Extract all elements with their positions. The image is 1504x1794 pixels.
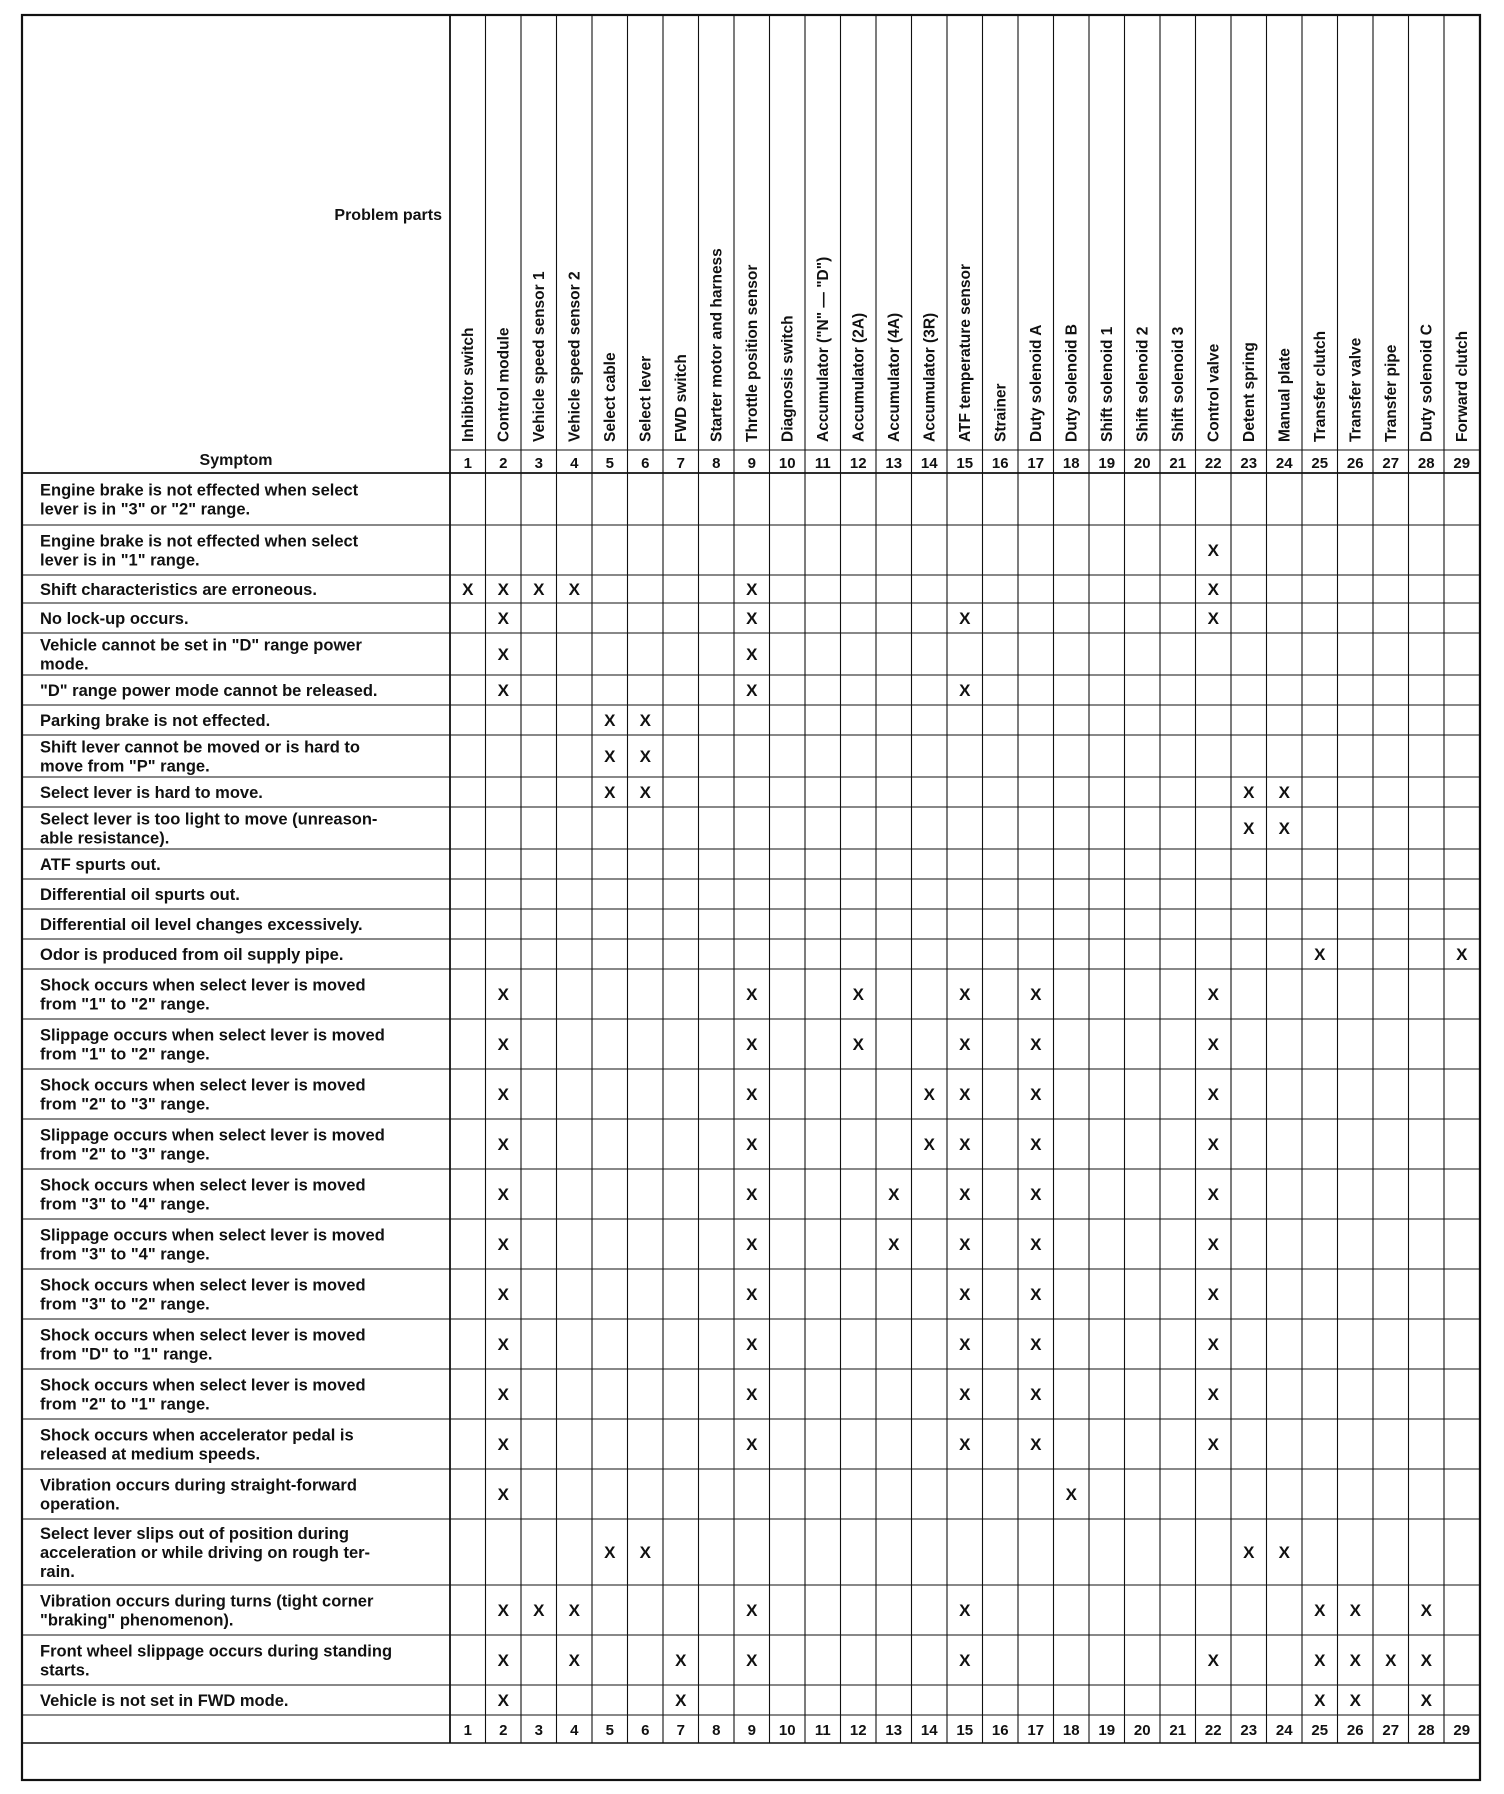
part-header: Accumulator (3R) [921, 312, 939, 442]
symptom-text: from "2" to "3" range. [40, 1095, 210, 1114]
column-number: 20 [1133, 455, 1151, 472]
x-mark: X [1030, 1285, 1042, 1304]
symptom-text: Differential oil spurts out. [40, 886, 240, 904]
part-header: Vehicle speed sensor 1 [530, 271, 548, 442]
part-header: Select lever [637, 355, 655, 442]
column-number: 27 [1382, 455, 1400, 472]
symptom-text: Select lever is hard to move. [40, 784, 263, 802]
x-mark: X [959, 1235, 971, 1254]
symptom-text: Shock occurs when select lever is moved [40, 1176, 366, 1195]
table-row [40, 482, 359, 519]
x-mark: X [1420, 1651, 1432, 1670]
x-mark: X [675, 1691, 687, 1710]
x-mark: X [1207, 1285, 1219, 1304]
table-row [40, 711, 652, 730]
x-mark: X [1278, 783, 1290, 802]
x-mark: X [1030, 1185, 1042, 1204]
column-number: 3 [534, 455, 543, 472]
part-header: Duty solenoid A [1027, 324, 1045, 442]
x-mark: X [497, 1601, 509, 1620]
x-mark: X [497, 1235, 509, 1254]
x-mark: X [852, 1035, 864, 1054]
column-number: 18 [1062, 1722, 1080, 1739]
x-mark: X [1030, 1035, 1042, 1054]
column-numbers-bottom [464, 1722, 1471, 1739]
column-number: 7 [676, 455, 685, 472]
table-row [40, 811, 1291, 848]
table-row [40, 1691, 1433, 1710]
x-mark: X [746, 1601, 758, 1620]
table-row [40, 580, 1220, 599]
x-mark: X [746, 1385, 758, 1404]
column-number: 2 [499, 1722, 508, 1739]
table-row [40, 637, 758, 674]
part-header: Transfer pipe [1382, 344, 1400, 442]
x-mark: X [1314, 1691, 1326, 1710]
x-mark: X [888, 1235, 900, 1254]
part-header: Select cable [601, 352, 619, 442]
symptom-text: Shift characteristics are erroneous. [40, 581, 317, 599]
table-row [40, 1027, 1220, 1064]
column-number: 6 [641, 455, 650, 472]
column-number: 5 [605, 1722, 614, 1739]
x-mark: X [1278, 1543, 1290, 1562]
symptom-text: Vehicle cannot be set in "D" range power [40, 636, 362, 655]
part-header: Manual plate [1276, 348, 1294, 442]
part-header: FWD switch [672, 354, 690, 442]
x-mark: X [1420, 1601, 1432, 1620]
column-number: 1 [463, 1722, 472, 1739]
symptom-text: lever is in "1" range. [40, 551, 200, 570]
column-number: 29 [1453, 1722, 1471, 1739]
symptom-text: Differential oil level changes excessively. [40, 916, 363, 934]
table-row [40, 977, 1220, 1014]
column-number: 23 [1240, 1722, 1258, 1739]
column-number: 12 [849, 455, 867, 472]
column-number: 19 [1098, 455, 1116, 472]
x-mark: X [1030, 1435, 1042, 1454]
symptom-text: acceleration or while driving on rough ter- [40, 1544, 371, 1562]
column-number: 14 [920, 1722, 938, 1739]
symptom-text: "D" range power mode cannot be released. [40, 682, 378, 700]
table-row [40, 1177, 1220, 1214]
x-mark: X [639, 747, 651, 766]
x-mark: X [923, 1085, 935, 1104]
symptom-text: "braking" phenomenon). [40, 1611, 234, 1630]
table-row [40, 1525, 1291, 1581]
x-mark: X [1065, 1485, 1077, 1504]
x-mark: X [1207, 609, 1219, 628]
x-mark: X [852, 985, 864, 1004]
column-number: 3 [534, 1722, 543, 1739]
x-mark: X [1207, 1135, 1219, 1154]
x-mark: X [1207, 1085, 1219, 1104]
x-mark: X [604, 747, 616, 766]
symptom-text: from "D" to "1" range. [40, 1345, 213, 1364]
part-header: Duty solenoid B [1063, 324, 1081, 442]
symptom-text: ATF spurts out. [40, 856, 161, 874]
column-number: 1 [463, 455, 472, 472]
part-header: Transfer valve [1347, 337, 1365, 442]
symptom-text: Select lever is too light to move (unreason- [40, 810, 378, 829]
problem-parts-label: Problem parts [334, 207, 442, 224]
part-header: Inhibitor switch [459, 327, 477, 442]
column-number: 8 [712, 455, 721, 472]
x-mark: X [497, 1385, 509, 1404]
column-number: 24 [1275, 455, 1293, 472]
x-mark: X [959, 1335, 971, 1354]
part-header: Diagnosis switch [779, 315, 797, 442]
x-mark: X [497, 1485, 509, 1504]
column-number: 20 [1133, 1722, 1151, 1739]
symptom-text: from "1" to "2" range. [40, 1045, 210, 1064]
x-mark: X [1278, 819, 1290, 838]
part-header: Starter motor and harness [708, 248, 726, 442]
x-mark: X [1030, 1385, 1042, 1404]
symptom-text: Vibration occurs during turns (tight corner [40, 1592, 374, 1611]
x-mark: X [1349, 1691, 1361, 1710]
x-mark: X [959, 1601, 971, 1620]
column-number: 4 [570, 1722, 579, 1739]
table-row [40, 1277, 1220, 1314]
x-mark: X [746, 580, 758, 599]
part-header: Strainer [992, 383, 1010, 442]
column-number: 24 [1275, 1722, 1293, 1739]
x-mark: X [497, 1335, 509, 1354]
symptom-text: No lock-up occurs. [40, 610, 189, 628]
x-mark: X [462, 580, 474, 599]
column-number: 21 [1169, 1722, 1187, 1739]
x-mark: X [533, 580, 545, 599]
symptom-text: Slippage occurs when select lever is moved [40, 1126, 385, 1145]
x-mark: X [497, 1135, 509, 1154]
table-row [40, 739, 652, 776]
table-row [40, 856, 161, 874]
symptom-text: from "1" to "2" range. [40, 995, 210, 1014]
symptom-text: Front wheel slippage occurs during standing [40, 1642, 393, 1661]
x-mark: X [1314, 1601, 1326, 1620]
x-mark: X [746, 1135, 758, 1154]
part-header: Accumulator (4A) [885, 312, 903, 442]
x-mark: X [1349, 1601, 1361, 1620]
column-number: 13 [885, 455, 903, 472]
symptom-text: Shock occurs when select lever is moved [40, 976, 366, 995]
table-row [40, 1127, 1220, 1164]
symptom-text: released at medium speeds. [40, 1445, 261, 1464]
column-number: 22 [1204, 455, 1222, 472]
x-mark: X [1207, 1235, 1219, 1254]
x-mark: X [497, 985, 509, 1004]
symptom-text: Shock occurs when select lever is moved [40, 1276, 366, 1295]
symptom-text: Odor is produced from oil supply pipe. [40, 946, 344, 964]
column-number: 12 [849, 1722, 867, 1739]
part-header: Shift solenoid 2 [1134, 326, 1152, 442]
column-numbers-top [464, 455, 1471, 472]
table-row [40, 1227, 1220, 1264]
symptom-text: from "2" to "1" range. [40, 1395, 210, 1414]
column-number: 26 [1346, 1722, 1364, 1739]
table-row [40, 1377, 1220, 1414]
x-mark: X [639, 711, 651, 730]
x-mark: X [746, 985, 758, 1004]
part-header: Shift solenoid 3 [1169, 326, 1187, 442]
x-mark: X [746, 681, 758, 700]
table-row [40, 886, 240, 904]
x-mark: X [1314, 945, 1326, 964]
symptom-text: Shock occurs when select lever is moved [40, 1326, 366, 1345]
symptom-text: Shock occurs when select lever is moved [40, 1076, 366, 1095]
x-mark: X [1207, 1651, 1219, 1670]
x-mark: X [604, 783, 616, 802]
column-number: 22 [1204, 1722, 1222, 1739]
x-mark: X [746, 1235, 758, 1254]
x-mark: X [1385, 1651, 1397, 1670]
symptom-text: Vehicle is not set in FWD mode. [40, 1692, 289, 1710]
x-mark: X [746, 1285, 758, 1304]
x-mark: X [568, 1651, 580, 1670]
x-mark: X [1030, 1235, 1042, 1254]
x-mark: X [1030, 985, 1042, 1004]
symptom-text: Select lever slips out of position during [40, 1525, 349, 1543]
x-mark: X [568, 1601, 580, 1620]
column-number: 17 [1027, 1722, 1045, 1739]
x-mark: X [746, 609, 758, 628]
column-number: 28 [1417, 455, 1435, 472]
x-mark: X [604, 711, 616, 730]
x-mark: X [1243, 1543, 1255, 1562]
x-mark: X [497, 1035, 509, 1054]
column-number: 27 [1382, 1722, 1400, 1739]
column-number: 11 [814, 455, 831, 472]
symptom-text: Shift lever cannot be moved or is hard to [40, 738, 360, 757]
table-row [40, 1427, 1220, 1464]
column-number: 7 [676, 1722, 685, 1739]
part-header: Forward clutch [1453, 330, 1471, 442]
x-mark: X [497, 645, 509, 664]
column-number: 15 [956, 1722, 974, 1739]
x-mark: X [1349, 1651, 1361, 1670]
symptom-text: able resistance). [40, 829, 170, 848]
symptom-text: starts. [40, 1661, 90, 1680]
symptom-text: from "3" to "4" range. [40, 1195, 210, 1214]
table-body [40, 482, 1468, 1711]
x-mark: X [497, 1651, 509, 1670]
x-mark: X [959, 609, 971, 628]
x-mark: X [959, 1651, 971, 1670]
table-headers [200, 207, 443, 469]
part-header: ATF temperature sensor [956, 263, 974, 442]
column-number: 4 [570, 455, 579, 472]
x-mark: X [604, 1543, 616, 1562]
part-header: Accumulator (2A) [850, 312, 868, 442]
symptom-text: Engine brake is not effected when select [40, 481, 359, 500]
symptom-text: from "3" to "4" range. [40, 1245, 210, 1264]
table-row [40, 1477, 1078, 1514]
x-mark: X [959, 1185, 971, 1204]
symptom-text: lever is in "3" or "2" range. [40, 500, 251, 519]
x-mark: X [1243, 783, 1255, 802]
x-mark: X [497, 1285, 509, 1304]
column-number: 19 [1098, 1722, 1116, 1739]
x-mark: X [497, 580, 509, 599]
x-mark: X [1207, 985, 1219, 1004]
table-row [40, 1643, 1433, 1680]
symptom-text: move from "P" range. [40, 757, 210, 776]
x-mark: X [959, 1435, 971, 1454]
part-headers [460, 248, 1471, 442]
table-row [40, 1593, 1433, 1630]
column-number: 10 [778, 1722, 796, 1739]
x-mark: X [959, 1385, 971, 1404]
table-row [40, 1077, 1220, 1114]
x-mark: X [497, 1691, 509, 1710]
x-mark: X [959, 1285, 971, 1304]
x-mark: X [1420, 1691, 1432, 1710]
x-mark: X [959, 1135, 971, 1154]
table-row [40, 533, 1220, 570]
x-mark: X [923, 1135, 935, 1154]
column-number: 5 [605, 455, 614, 472]
symptom-text: Shock occurs when accelerator pedal is [40, 1426, 354, 1445]
x-mark: X [639, 1543, 651, 1562]
symptom-text: operation. [40, 1495, 120, 1514]
column-number: 23 [1240, 455, 1258, 472]
x-mark: X [1207, 541, 1219, 560]
x-mark: X [1207, 1435, 1219, 1454]
part-header: Duty solenoid C [1418, 324, 1436, 442]
column-number: 2 [499, 455, 508, 472]
x-mark: X [675, 1651, 687, 1670]
column-number: 9 [747, 1722, 756, 1739]
symptom-text: Shock occurs when select lever is moved [40, 1376, 366, 1395]
column-number: 9 [747, 455, 756, 472]
x-mark: X [1030, 1135, 1042, 1154]
column-number: 10 [778, 455, 796, 472]
part-header: Control valve [1205, 343, 1223, 442]
x-mark: X [497, 609, 509, 628]
column-number: 11 [814, 1722, 831, 1739]
x-mark: X [497, 1435, 509, 1454]
part-header: Shift solenoid 1 [1098, 326, 1116, 442]
x-mark: X [959, 1085, 971, 1104]
x-mark: X [1314, 1651, 1326, 1670]
x-mark: X [746, 1435, 758, 1454]
symptom-text: mode. [40, 655, 89, 674]
column-number: 21 [1169, 455, 1187, 472]
x-mark: X [1030, 1335, 1042, 1354]
symptom-text: from "3" to "2" range. [40, 1295, 210, 1314]
table-row [40, 945, 1468, 964]
x-mark: X [746, 1085, 758, 1104]
x-mark: X [1030, 1085, 1042, 1104]
x-mark: X [1207, 580, 1219, 599]
x-mark: X [1243, 819, 1255, 838]
column-number: 14 [920, 455, 938, 472]
x-mark: X [497, 1085, 509, 1104]
column-number: 26 [1346, 455, 1364, 472]
column-number: 16 [991, 1722, 1009, 1739]
x-mark: X [746, 1335, 758, 1354]
column-number: 25 [1311, 455, 1329, 472]
table-row [40, 681, 971, 700]
x-mark: X [959, 1035, 971, 1054]
x-mark: X [746, 645, 758, 664]
x-mark: X [1207, 1385, 1219, 1404]
table-row [40, 1327, 1220, 1364]
symptom-label: Symptom [199, 452, 273, 469]
symptom-text: Engine brake is not effected when select [40, 532, 359, 551]
symptom-text: Parking brake is not effected. [40, 712, 271, 730]
x-mark: X [888, 1185, 900, 1204]
column-number: 8 [712, 1722, 721, 1739]
x-mark: X [533, 1601, 545, 1620]
x-mark: X [746, 1651, 758, 1670]
symptom-text: rain. [40, 1563, 75, 1581]
x-mark: X [746, 1035, 758, 1054]
x-mark: X [1207, 1335, 1219, 1354]
part-header: Transfer clutch [1311, 330, 1329, 442]
column-number: 16 [991, 455, 1009, 472]
symptom-text: Vibration occurs during straight-forward [40, 1476, 357, 1495]
x-mark: X [497, 681, 509, 700]
x-mark: X [568, 580, 580, 599]
part-header: Control module [495, 327, 513, 442]
part-header: Throttle position sensor [743, 264, 761, 442]
x-mark: X [1456, 945, 1468, 964]
symptom-text: Slippage occurs when select lever is moved [40, 1026, 385, 1045]
x-mark: X [959, 985, 971, 1004]
table-row [40, 783, 1291, 802]
column-number: 6 [641, 1722, 650, 1739]
column-number: 15 [956, 455, 974, 472]
column-number: 17 [1027, 455, 1045, 472]
column-number: 25 [1311, 1722, 1329, 1739]
symptom-text: Slippage occurs when select lever is moved [40, 1226, 385, 1245]
x-mark: X [959, 681, 971, 700]
part-header: Detent spring [1240, 342, 1258, 442]
x-mark: X [1207, 1185, 1219, 1204]
table-row [40, 609, 1220, 628]
column-number: 28 [1417, 1722, 1435, 1739]
column-number: 13 [885, 1722, 903, 1739]
part-header: Vehicle speed sensor 2 [566, 271, 584, 442]
column-number: 18 [1062, 455, 1080, 472]
table-row [40, 916, 363, 934]
x-mark: X [639, 783, 651, 802]
part-header: Accumulator ("N" — "D") [814, 256, 832, 442]
x-mark: X [746, 1185, 758, 1204]
x-mark: X [497, 1185, 509, 1204]
x-mark: X [1207, 1035, 1219, 1054]
column-number: 29 [1453, 455, 1471, 472]
symptom-text: from "2" to "3" range. [40, 1145, 210, 1164]
